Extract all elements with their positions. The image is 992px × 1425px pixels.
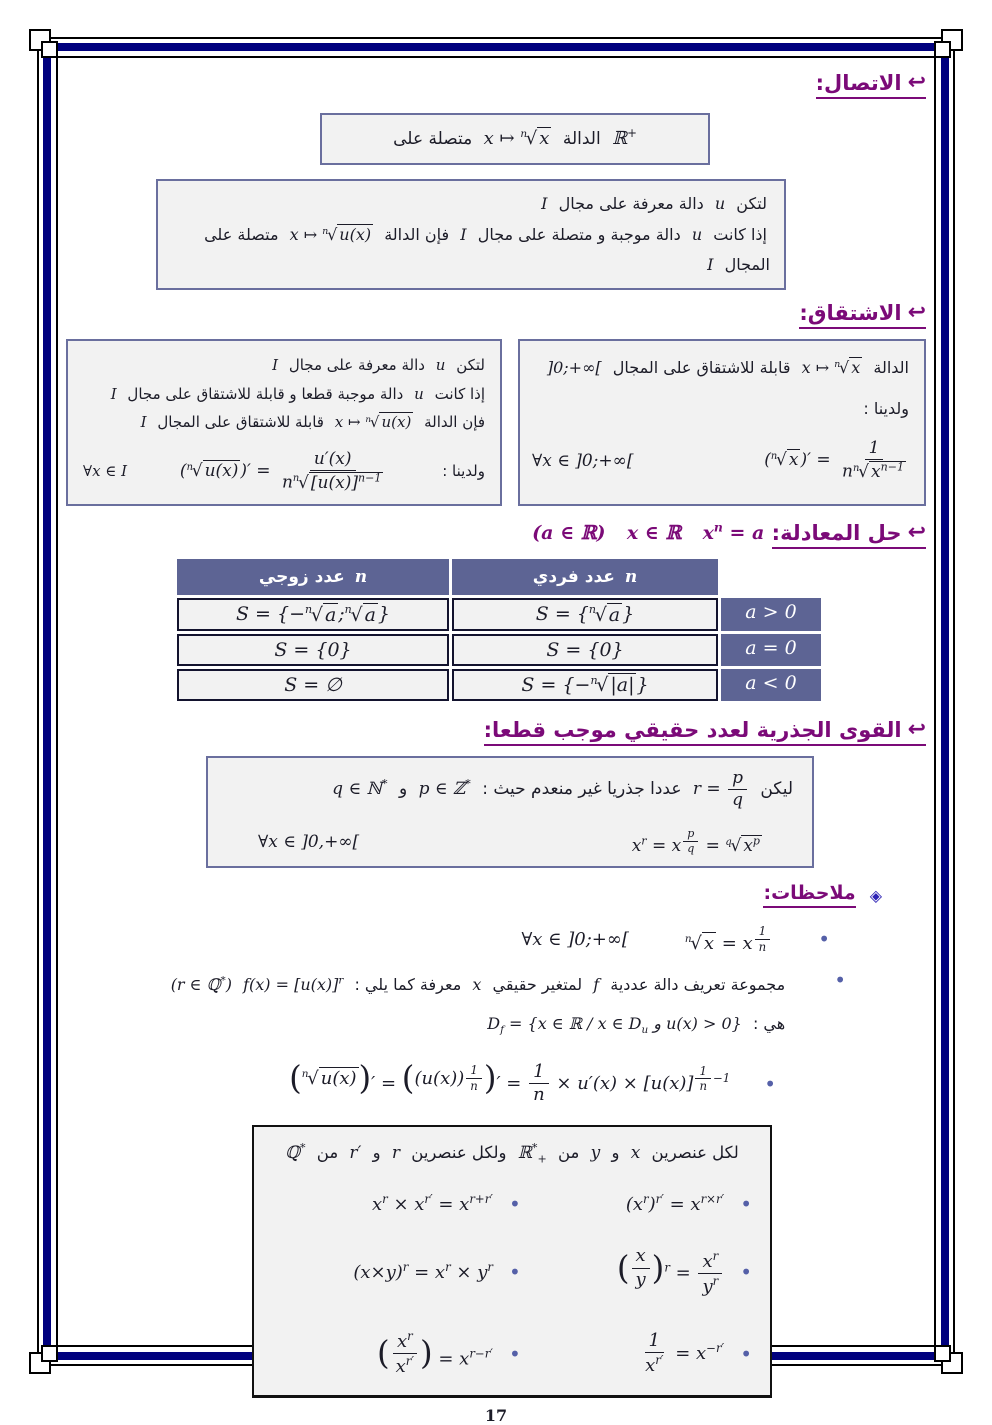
text-fragment: معرفة كما يلي : [354,975,462,995]
corner-ornament [41,1345,58,1362]
text-fragment: و [611,1142,620,1162]
quantifier-fragment: ∀x ∈ ]0;+∞[ [521,928,629,950]
section-arrow-icon: ↩ [907,520,926,546]
table-header-spacer [721,559,821,595]
formula-fragment: x ↦ $^n$√ u(x) [289,224,372,244]
rule-item [527,1245,758,1298]
theorem-line [80,380,488,409]
continuity-rule-box [320,113,710,165]
formula-fragment: ℝ*$_+$ [517,1141,547,1166]
header-n-symbol: n [624,567,638,588]
table-header-odd [452,559,718,595]
power-rule-formula: $(x\times y)^r = x^r \times y^r$ [353,1260,493,1284]
power-formula: $x^r = x$ $^{\frac{p}{q}}$ = $^q$√ $x^p$ [631,827,760,857]
rational-power-box [206,756,814,868]
section-title-text: القوى الجذرية لعدد حقيقي موجب قطعا: [483,717,902,742]
theorem-line [80,351,488,380]
text-fragment: عددا جذريا غير منعدم حيث : [482,778,682,799]
formula-fragment: r′ [349,1142,362,1163]
corner-ornament [934,41,951,58]
formula-fragment: u [691,224,703,244]
text-fragment: دالة موجبة قطعا و قابلة للاشتقاق على مجال [127,384,404,403]
remark-line [131,970,789,1000]
quantifier-fragment: ∀x ∈ ]0;+∞[ [532,450,634,471]
formula-line [224,827,796,856]
bullet-dot-icon: • [834,968,846,993]
formula-fragment: x ↦ $^n$√ u(x) [334,413,412,432]
text-fragment: ولدينا : [442,462,485,481]
formula-fragment: I [110,384,117,403]
text-fragment: لتكن [736,194,767,214]
text-fragment: الدالة [562,129,601,149]
text-fragment: ولكل عنصرين [411,1142,507,1162]
rules-header [266,1137,758,1170]
equation-formula: $x^n = a$ [702,520,765,545]
solution-cell: S = {−$^n$√ a ;$^n$√ a } [177,598,449,630]
derivative-formula: ($^n$√ x )′ = $\frac{1}{n^n√ x^{n-1}}$ [764,438,904,483]
formula-fragment: ℚ* [285,1141,306,1163]
diamond-ornament-icon: ◈ [869,885,882,905]
text-fragment: إذا كانت [713,224,767,244]
theorem-line [172,220,770,281]
text-fragment: هي : [752,1013,786,1033]
theorem-line [532,394,912,424]
theorem-line [532,353,912,383]
table-header-even [177,559,449,595]
chain-rule-formula: ( $^n$√ u(x) ) ′ = ( (u(x)) $\frac{1}{n}$ ) ′ = $\frac{1}{n}$ × u′(x) × [u(x)] $^{\frac{1}{n} -1}$ [289,1058,731,1106]
power-rule-formula: $\frac{1}{x^{r'}}$ = $x^{-r'}$ [645,1329,725,1376]
solutions-table [176,559,821,700]
rule-item [527,1192,758,1215]
quantifier-fragment: ∀x ∈ I [83,462,128,481]
text-fragment: ليكن [760,778,793,799]
formula-fragment: ]0;+∞[ [546,358,602,378]
section-title-remarks [66,882,926,908]
text-fragment: فإن الدالة [424,413,485,432]
section-title-equation [66,520,926,549]
formula-fragment: q ∈ ℕ* [332,777,388,799]
formula-line [80,449,488,494]
text-fragment: فإن الدالة [384,224,450,244]
rule-item [266,1329,527,1379]
section-title-powers [66,717,926,746]
header-label: عدد فردي [532,567,615,588]
bullet-dot-icon: • [508,1259,521,1284]
section-title-text: الاشتقاق: [799,301,902,326]
solution-cell: S = {0} [452,634,718,666]
text-fragment: دالة موجبة و متصلة على مجال [477,224,681,244]
condition-cell: a > 0 [721,598,821,630]
formula-fragment: $f(x) = [u(x)]^r$ [243,975,344,995]
formula-fragment: x [472,975,482,995]
text-fragment: و [372,1142,381,1162]
text-fragment: لمتغير حقيقي [492,975,583,995]
section-title-text: ملاحظات: [763,882,856,905]
section-arrow-icon: ↩ [907,716,926,742]
text-fragment: قابلة للاشتقاق على المجال [612,358,791,378]
bullet-dot-icon: • [818,927,830,952]
section-arrow-icon: ↩ [907,70,926,95]
derivation-boxes-row [66,339,926,506]
derivative-formula: ($^n$√ u(x) )′ = $\frac{u'(x)}{n^n√ [u(x)]^{n-1}}$ [179,448,382,493]
derivation-x-box [518,339,926,506]
quantifier-fragment: ∀x ∈ ]0,+∞[ [258,831,360,852]
equation-domain: x ∈ ℝ [626,522,682,545]
formula-fragment: x [630,1142,641,1163]
page-content [66,60,926,1425]
section-arrow-icon: ↩ [907,300,926,326]
text-fragment: و [398,778,408,799]
theorem-line [172,189,770,219]
formula-line [532,438,912,483]
rule-item [266,1245,527,1298]
solution-cell: S = {0} [177,634,449,666]
formula-fragment: u [435,356,446,375]
formula-fragment: x ↦ $^n$√ x [801,358,861,378]
bullet-dot-icon: • [740,1259,752,1284]
bullet-dot-icon: • [508,1191,521,1216]
solution-cell: S = ∅ [177,669,449,701]
remark-item [66,970,926,1040]
text-fragment: إذا كانت [434,384,485,403]
header-n-symbol: n [354,567,368,588]
text-fragment: الدالة [873,358,909,378]
power-rules-box [252,1125,772,1398]
text-fragment: دالة معرفة على مجال [288,356,425,375]
text-fragment: من [316,1142,339,1162]
condition-cell: a < 0 [721,669,821,701]
section-title-text: الاتصال: [815,71,902,95]
formula-fragment: I [272,356,279,375]
bullet-dot-icon: • [740,1341,752,1366]
formula-fragment: I [541,194,548,214]
domain-set-formula: $D_f = \{x$ ∈ ℝ / x ∈ $D_u$ و u(x) > 0} [487,1013,742,1036]
text-fragment: لكل عنصرين [651,1142,739,1162]
formula-fragment: I [707,254,714,274]
power-rule-formula: $(x^r)^{r'} = x^{r\times r'}$ [625,1192,725,1216]
derivation-u-box [66,339,502,506]
root-power-identity: $^n$√ x = x $^{\frac{1}{n}}$ [685,924,772,954]
header-label: عدد زوجي [258,567,345,588]
text-fragment: لتكن [456,356,485,375]
condition-cell: a = 0 [721,634,821,666]
remark-item [66,924,926,954]
formula-fragment: I [460,224,467,244]
continuity-theorem-box [156,179,786,290]
corner-ornament [41,41,58,58]
bullet-dot-icon: • [740,1191,752,1216]
text-fragment: دالة معرفة على مجال [558,194,704,214]
text-fragment: متصلة على [393,129,473,149]
corner-ornament [934,1345,951,1362]
formula-fragment: x ↦ $^n$√ x [483,128,550,149]
power-rule-formula: ( $\frac{x^r}{x^{r'}}$ ) = $x^{r-r'}$ [376,1328,493,1377]
remark-line [131,1009,789,1041]
rule-item [527,1329,758,1379]
rules-grid [266,1192,758,1378]
page-number: 17 [484,1405,508,1425]
theorem-line [80,408,488,437]
formula-fragment: ℝ+ [612,126,637,149]
text-fragment: قابلة للاشتقاق على المجال [157,413,324,432]
solution-cell: S = {−$^n$√ |a| } [452,669,718,701]
section-title-continuity [66,70,926,99]
power-rule-formula: ( $\frac{x}{y}$ ) $^r$ = $\frac{x^r}{y^r}$ [617,1245,724,1298]
formula-fragment: p ∈ ℤ* [418,777,471,799]
equation-parameter: (a ∈ ℝ) [532,522,606,545]
solution-cell: S = {$^n$√ a } [452,598,718,630]
formula-fragment: r = $\frac{p}{q}$ [693,779,749,799]
formula-fragment: u [414,384,424,403]
section-title-text: حل المعادلة: [771,521,902,546]
text-fragment: ولدينا : [863,398,909,418]
parameter-fragment: (r ∈ ℚ*) [170,975,232,995]
bullet-dot-icon: • [764,1071,776,1096]
formula-fragment: r [391,1142,401,1163]
definition-line [224,768,796,812]
bullet-dot-icon: • [508,1341,521,1366]
rule-item [266,1192,527,1215]
remark-item [66,1058,926,1107]
formula-fragment: I [140,413,147,432]
formula-fragment: f [593,975,600,995]
formula-fragment: y [590,1142,601,1163]
text-fragment: مجموعة تعريف دالة عددية [610,975,786,995]
text-fragment: من [557,1142,580,1162]
text-fragment: متصلة على المجال [204,224,770,274]
section-title-derivation [66,300,926,329]
power-rule-formula: $x^r \times x^{r'} = x^{r+r'}$ [371,1192,493,1216]
formula-fragment: u [714,194,726,214]
